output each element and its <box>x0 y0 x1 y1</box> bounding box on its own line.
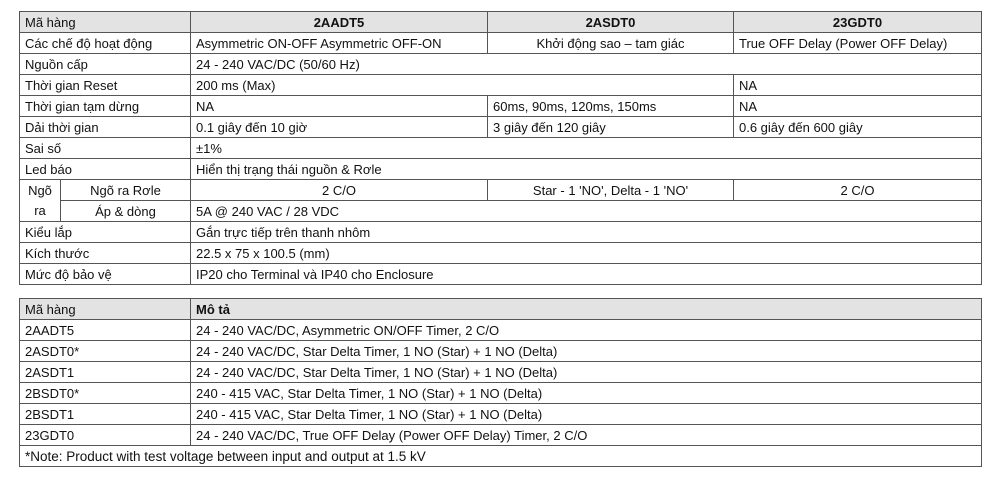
range-label: Dải thời gian <box>20 117 191 138</box>
reset-value: 200 ms (Max) <box>191 75 734 96</box>
pause-2aadt5: NA <box>191 96 488 117</box>
table-row <box>20 425 982 446</box>
model-desc: 240 - 415 VAC, Star Delta Timer, 1 NO (Star) + 1 NO (Delta) <box>191 383 982 404</box>
spec-table <box>19 11 982 285</box>
mount-value: Gắn trực tiếp trên thanh nhôm <box>191 222 982 243</box>
model-code: 23GDT0 <box>20 425 191 446</box>
spec-row-power <box>20 54 982 75</box>
spec-header-23gdt0: 23GDT0 <box>734 12 982 33</box>
relay-label: Ngõ ra Rơle <box>61 180 191 201</box>
note-row <box>20 446 982 467</box>
output-label-line2: ra <box>34 202 46 218</box>
mount-label: Kiểu lắp <box>20 222 191 243</box>
model-desc: 240 - 415 VAC, Star Delta Timer, 1 NO (Star) + 1 NO (Delta) <box>191 404 982 425</box>
spec-header-label: Mã hàng <box>20 12 191 33</box>
spec-row-modes <box>20 33 982 54</box>
spec-row-relay <box>20 180 982 201</box>
model-desc: 24 - 240 VAC/DC, Star Delta Timer, 1 NO (Star) + 1 NO (Delta) <box>191 362 982 383</box>
model-desc: 24 - 240 VAC/DC, True OFF Delay (Power OFF Delay) Timer, 2 C/O <box>191 425 982 446</box>
output-label-line1: Ngõ <box>28 182 52 198</box>
rating-label: Áp & dòng <box>61 201 191 222</box>
power-value: 24 - 240 VAC/DC (50/60 Hz) <box>191 54 982 75</box>
model-desc: 24 - 240 VAC/DC, Star Delta Timer, 1 NO (Star) + 1 NO (Delta) <box>191 341 982 362</box>
spec-row-size <box>20 243 982 264</box>
spec-row-protect <box>20 264 982 285</box>
modes-2aadt5: Asymmetric ON-OFF Asymmetric OFF-ON <box>191 33 488 54</box>
protect-label: Mức độ bảo vệ <box>20 264 191 285</box>
modes-23gdt0: True OFF Delay (Power OFF Delay) <box>734 33 982 54</box>
table-row <box>20 404 982 425</box>
spec-row-pause <box>20 96 982 117</box>
range-2asdt0: 3 giây đến 120 giây <box>488 117 734 138</box>
power-label: Nguồn cấp <box>20 54 191 75</box>
led-value: Hiển thị trạng thái nguồn & Rơle <box>191 159 982 180</box>
relay-2aadt5: 2 C/O <box>191 180 488 201</box>
modes-label: Các chế độ hoạt động <box>20 33 191 54</box>
spec-row-range <box>20 117 982 138</box>
model-desc: 24 - 240 VAC/DC, Asymmetric ON/OFF Timer, 2 C/O <box>191 320 982 341</box>
protect-value: IP20 cho Terminal và IP40 cho Enclosure <box>191 264 982 285</box>
error-label: Sai số <box>20 138 191 159</box>
range-2aadt5: 0.1 giây đến 10 giờ <box>191 117 488 138</box>
output-label <box>20 180 61 222</box>
model-code: 2BSDT1 <box>20 404 191 425</box>
relay-2asdt0: Star - 1 'NO', Delta - 1 'NO' <box>488 180 734 201</box>
model-code: 2BSDT0* <box>20 383 191 404</box>
model-code: 2ASDT0* <box>20 341 191 362</box>
reset-23gdt0: NA <box>734 75 982 96</box>
model-table <box>19 298 982 467</box>
model-header-row <box>20 299 982 320</box>
modes-2asdt0: Khởi động sao – tam giác <box>488 33 734 54</box>
size-value: 22.5 x 75 x 100.5 (mm) <box>191 243 982 264</box>
spec-row-led <box>20 159 982 180</box>
spec-row-rating <box>20 201 982 222</box>
spec-row-error <box>20 138 982 159</box>
model-header-desc: Mô tả <box>191 299 982 320</box>
reset-label: Thời gian Reset <box>20 75 191 96</box>
spec-row-mount <box>20 222 982 243</box>
led-label: Led báo <box>20 159 191 180</box>
model-header-code: Mã hàng <box>20 299 191 320</box>
spec-row-reset <box>20 75 982 96</box>
table-row <box>20 341 982 362</box>
table-row <box>20 320 982 341</box>
pause-23gdt0: NA <box>734 96 982 117</box>
pause-label: Thời gian tạm dừng <box>20 96 191 117</box>
table-row <box>20 383 982 404</box>
model-code: 2AADT5 <box>20 320 191 341</box>
pause-2asdt0: 60ms, 90ms, 120ms, 150ms <box>488 96 734 117</box>
spec-header-row <box>20 12 982 33</box>
table-row <box>20 362 982 383</box>
range-23gdt0: 0.6 giây đến 600 giây <box>734 117 982 138</box>
test-voltage-note: *Note: Product with test voltage between input and output at 1.5 kV <box>20 446 982 467</box>
model-code: 2ASDT1 <box>20 362 191 383</box>
relay-23gdt0: 2 C/O <box>734 180 982 201</box>
size-label: Kích thước <box>20 243 191 264</box>
rating-value: 5A @ 240 VAC / 28 VDC <box>191 201 982 222</box>
spec-header-2aadt5: 2AADT5 <box>191 12 488 33</box>
error-value: ±1% <box>191 138 982 159</box>
spec-header-2asdt0: 2ASDT0 <box>488 12 734 33</box>
